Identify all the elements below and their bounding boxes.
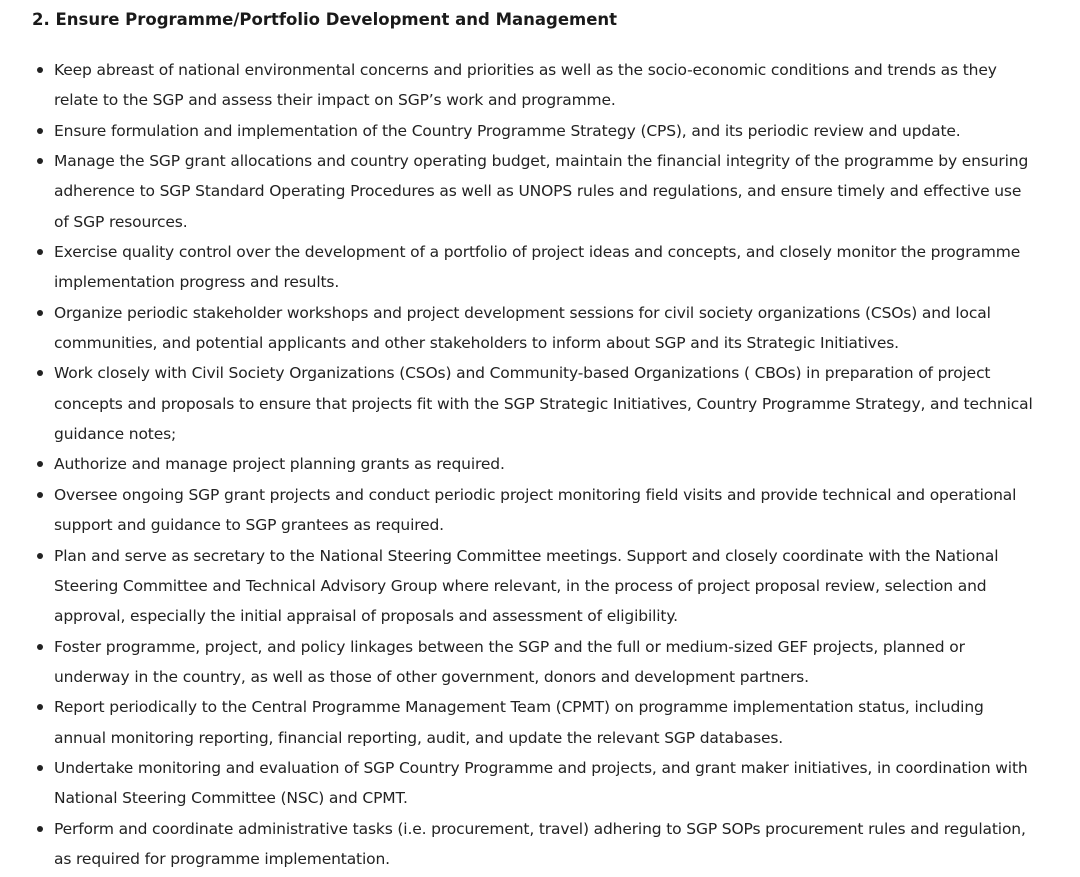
list-item: Foster programme, project, and policy linkages between the SGP and the full or medium-sized GEF projects, planned or underway in the country, as well as those of other government, donors and development partners. xyxy=(32,632,1040,693)
list-item: Organize periodic stakeholder workshops and project development sessions for civil society organizations (CSOs) and local communities, and potential applicants and other stakeholders to inform about SGP and its Strategic Initiatives. xyxy=(32,298,1040,359)
list-item: Ensure formulation and implementation of the Country Programme Strategy (CPS), and its periodic review and update. xyxy=(32,116,1040,146)
section-heading: 2. Ensure Programme/Portfolio Development and Management xyxy=(32,10,618,29)
list-item: Oversee ongoing SGP grant projects and conduct periodic project monitoring field visits and provide technical and operational support and guidance to SGP grantees as required. xyxy=(32,480,1040,541)
list-item: Manage the SGP grant allocations and country operating budget, maintain the financial integrity of the programme by ensuring adherence to SGP Standard Operating Procedures as well as UNOPS rules and regulations, and ensure timely and effective use of SGP resources. xyxy=(32,146,1040,237)
list-item: Keep abreast of national environmental concerns and priorities as well as the socio-economic conditions and trends as they relate to the SGP and assess their impact on SGP’s work and programme. xyxy=(32,55,1040,116)
list-item: Perform and coordinate administrative tasks (i.e. procurement, travel) adhering to SGP SOPs procurement rules and regulation, as required for programme implementation. xyxy=(32,814,1040,875)
list-item: Exercise quality control over the development of a portfolio of project ideas and concepts, and closely monitor the programme implementation progress and results. xyxy=(32,237,1040,298)
list-item: Report periodically to the Central Programme Management Team (CPMT) on programme implementation status, including annual monitoring reporting, financial reporting, audit, and update the relevant SGP databases. xyxy=(32,692,1040,753)
list-item: Authorize and manage project planning grants as required. xyxy=(32,449,1040,479)
list-item: Work closely with Civil Society Organizations (CSOs) and Community-based Organizations ( CBOs) in preparation of project concepts and proposals to ensure that projects fit with the SGP Strategic Initiatives, Country Programme Strategy, and technical guidance notes; xyxy=(32,358,1040,449)
duties-list xyxy=(32,55,1040,874)
list-item: Plan and serve as secretary to the National Steering Committee meetings. Support and closely coordinate with the National Steering Committee and Technical Advisory Group where relevant, in the process of project proposal review, selection and approval, especially the initial appraisal of proposals and assessment of eligibility. xyxy=(32,541,1040,632)
list-item: Undertake monitoring and evaluation of SGP Country Programme and projects, and grant maker initiatives, in coordination with National Steering Committee (NSC) and CPMT. xyxy=(32,753,1040,814)
